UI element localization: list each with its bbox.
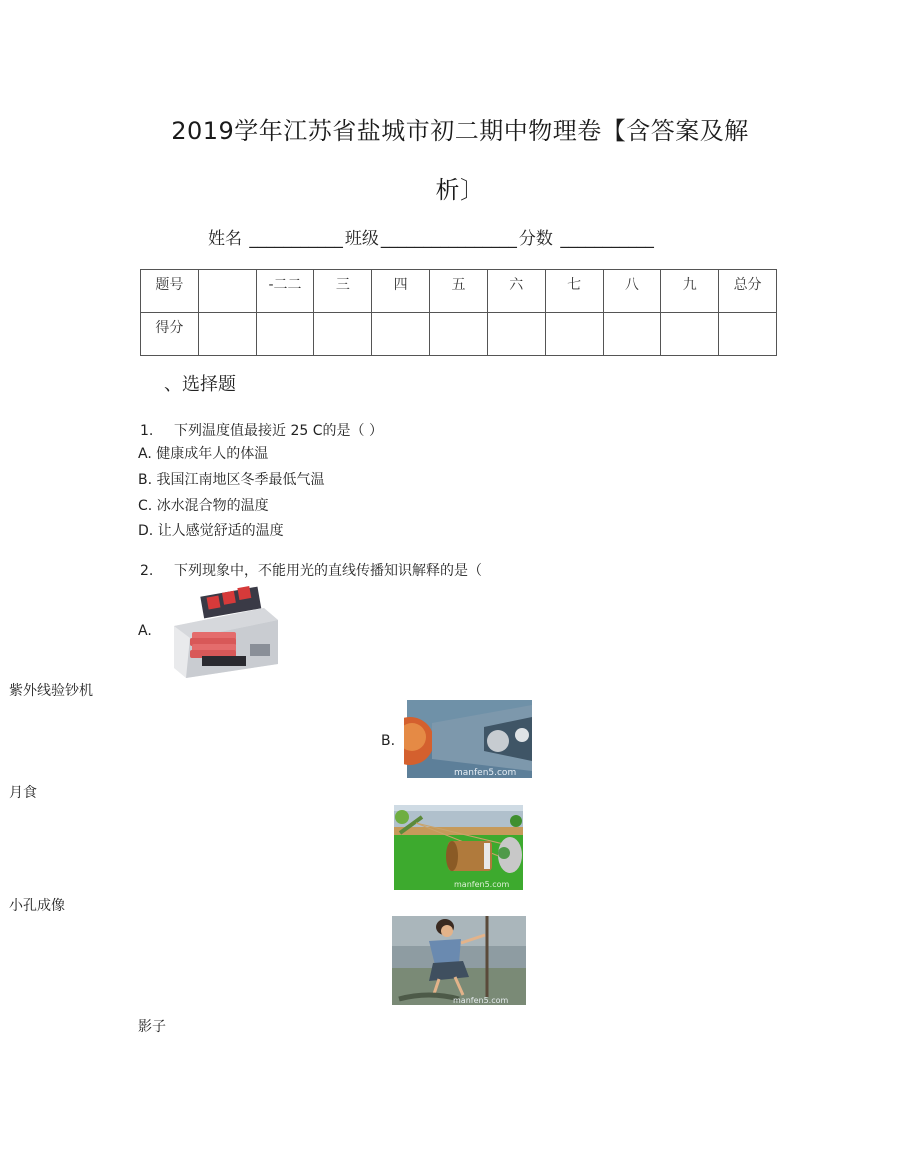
table-cell[interactable] [545,313,603,356]
class-blank: ________________ [380,229,517,249]
doc-title-line1: 2019学年江苏省盐城市初二期中物理卷【含答案及解 [171,117,749,145]
watermark-text: manfen5.com [454,880,510,889]
student-info-line [208,224,656,249]
option-text: 健康成年人的体温 [156,446,269,462]
table-cell: 七 [545,270,603,313]
q1-option-a[interactable] [138,443,268,463]
table-cell: 得分 [141,313,199,356]
table-cell[interactable] [661,313,719,356]
table-cell[interactable] [719,313,777,356]
q2-option-c-caption: 小孔成像 [9,898,65,914]
q2-option-b-label[interactable]: B. [381,733,396,749]
pinhole-imaging-image [392,803,525,892]
option-label: C. [138,498,153,514]
table-cell[interactable] [430,313,488,356]
table-cell: 题号 [141,270,199,313]
option-label: B. [138,472,153,488]
table-cell: 总分 [719,270,777,313]
question-number: 2. [140,563,154,579]
banknote-checker-image [168,586,280,680]
option-text: 我国江南地区冬季最低气温 [156,472,325,488]
table-cell[interactable] [198,313,256,356]
option-text: 让人感觉舒适的温度 [157,523,284,539]
option-label: A. [138,446,152,462]
score-table-header-row [141,270,777,313]
lunar-eclipse-image [404,697,535,781]
table-cell: 六 [487,270,545,313]
question-text: 下列温度值最接近 25 C的是（ ） [174,423,383,439]
score-table [140,269,777,356]
score-blank: ___________ [560,229,654,249]
q1-option-b[interactable] [138,469,325,489]
question-text: 下列现象中，不能用光的直线传播知识解释的是（ [174,563,482,579]
name-blank: ___________ [249,229,343,249]
section-title: 、选择题 [164,374,236,395]
option-label: D. [138,523,154,539]
class-label: 班级 [344,229,379,249]
table-cell[interactable] [487,313,545,356]
q1-option-d[interactable] [138,520,284,540]
score-table-score-row [141,313,777,356]
table-cell[interactable] [372,313,430,356]
watermark-text: manfen5.com [453,996,509,1005]
doc-title-line2: 析〕 [435,176,485,204]
table-cell: 五 [430,270,488,313]
table-cell[interactable] [314,313,372,356]
question-2 [140,560,482,580]
score-label: 分数 [518,229,553,249]
watermark-text: manfen5.com [454,768,517,778]
option-text: 冰水混合物的温度 [156,498,269,514]
name-label: 姓名 [208,229,242,249]
table-cell: 八 [603,270,661,313]
question-1 [140,420,383,440]
q1-option-c[interactable] [138,495,269,515]
q2-option-b-caption: 月食 [9,785,37,801]
q2-option-d-caption: 影子 [138,1019,166,1035]
table-cell: 四 [372,270,430,313]
table-cell [198,270,256,313]
q2-option-a-label[interactable]: A. [138,623,152,639]
shadow-image [389,913,529,1008]
table-cell: 九 [661,270,719,313]
table-cell[interactable] [603,313,661,356]
table-cell: 三 [314,270,372,313]
question-number: 1. [140,423,154,439]
table-cell[interactable] [256,313,314,356]
table-cell: -二二 [256,270,314,313]
q2-option-a-caption: 紫外线验钞机 [9,683,93,699]
